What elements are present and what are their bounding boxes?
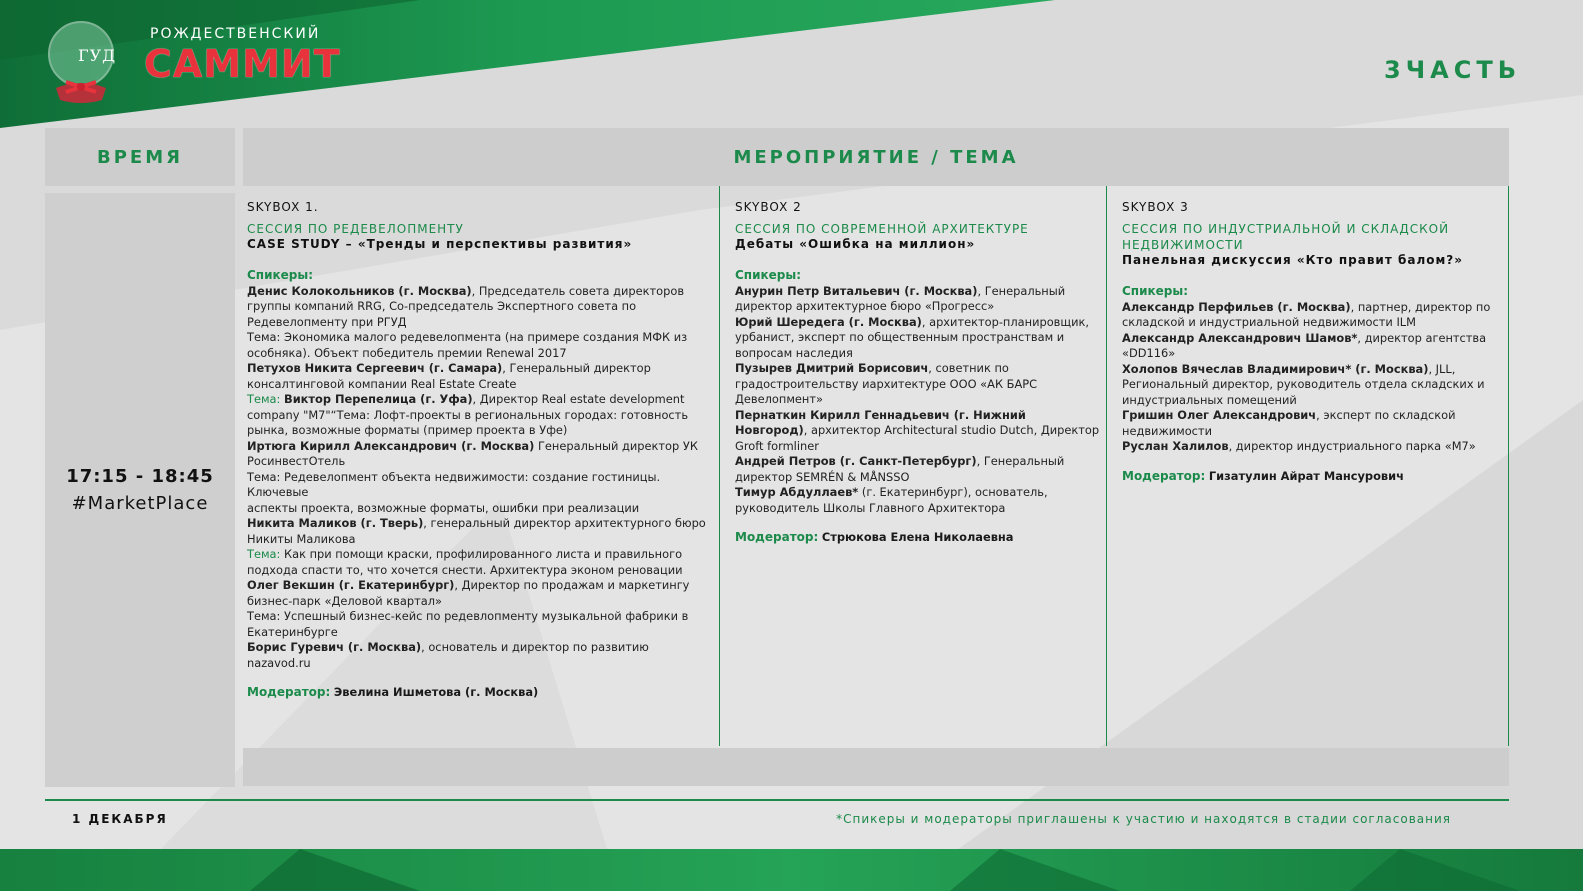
speaker-name: Гришин Олег Александрович [1122,408,1317,422]
speaker-name: Пузырев Дмитрий Борисович [735,361,929,375]
speaker-name: Андрей Петров (г. Санкт-Петербург) [735,454,977,468]
event-date: 1 ДЕКАБРЯ [72,812,168,826]
theme-label: Тема: [247,392,281,406]
footnote: *Спикеры и модераторы приглашены к участию и находятся в стадии согласования [836,812,1451,826]
skybox-title: SKYBOX 1. [247,200,319,214]
speaker-info: , партнер, директор по складской и индустриальной недвижимости ILM [1122,299,1491,329]
moderator-line [1122,469,1504,485]
header-event: МЕРОПРИЯТИЕ / ТЕМА [243,128,1509,186]
speaker-info: , JLL, Региональный директор, руководитель отдела складских и индустриальных помещений [1122,361,1485,407]
speaker-info: , Генеральный директор SEMRÉN & MÅNSSO [735,454,1065,484]
session-topic: Панельная дискуссия «Кто правит балом?» [1122,252,1463,267]
moderator-label: Модератор: [735,530,819,544]
time-tag: #MarketPlace [71,493,209,514]
logo-subtitle: РОЖДЕСТВЕНСКИЙ [150,26,321,42]
skybox-2-column [719,186,1106,746]
session-title: СЕССИЯ ПО ИНДУСТРИАЛЬНОЙ И СКЛАДСКОЙ НЕДВИЖИМОСТИ [1122,221,1450,252]
skybox-title: SKYBOX 3 [1122,200,1189,214]
speakers-label: Спикеры: [247,268,314,282]
speaker-info: , директор агентства «DD116» [1122,330,1487,360]
header-time: ВРЕМЯ [45,128,235,186]
speaker-name: Никита Маликов (г. Тверь) [247,516,424,530]
speaker-info: , архитектор-планировщик, урбанист, эксперт по общественным пространствам и вопросам наследия [735,314,1090,360]
moderator-name: Эвелина Ишметова (г. Москва) [333,685,539,699]
moderator-name: Гизатулин Айрат Мансурович [1208,468,1404,483]
speaker-info: , архитектор Architectural studio Dutch, Директор Groft formliner [735,423,1100,453]
speaker-theme: Тема: Экономика малого редевелопмента (на примере создания МФК из особняка). Объект победитель премии Renewal 2017 [247,330,688,360]
speaker-name: Руслан Халилов [1122,439,1229,453]
moderator-line [735,530,1102,546]
speaker-info: (г. Екатеринбург), основатель, руководитель Школы Главного Архитектора [735,485,1048,515]
speakers-list [1122,300,1504,455]
moderator-label: Модератор: [247,685,331,699]
speakers-list [735,284,1102,517]
speaker-name: Олег Векшин (г. Екатеринбург) [247,578,455,592]
skybox-1-column [243,186,719,746]
logo-title: САММИТ [144,42,341,86]
table-bottom-bar [243,748,1509,786]
speaker-info: , советник по градостроительству иархитектуре ООО «АК БАРС Девелопмент» [735,361,1038,406]
speakers-list [247,284,715,672]
speaker-info: , Генеральный директор архитектурное бюро «Прогресс» [735,283,1066,313]
speaker-theme: Тема: Редевелопмент объекта недвижимости: создание гостиницы. Ключевые [247,469,661,499]
time-range: 17:15 - 18:45 [66,466,214,487]
footer-divider [45,799,1509,801]
sessions-table [243,186,1509,746]
speaker-name: Александр Александрович Шамов* [1122,330,1358,345]
speaker-theme: аспекты проекта, возможные форматы, ошибки при реализации [247,500,640,515]
speaker-name: Анурин Петр Витальевич (г. Москва) [735,283,978,298]
moderator-name: Стрюкова Елена Николаевна [821,530,1014,544]
moderator-label: Модератор: [1122,468,1206,483]
speaker-info: , эксперт по складской недвижимости [1122,408,1456,438]
speaker-name: Борис Гуревич (г. Москва) [247,640,422,654]
speaker-info: , генеральный директор архитектурного бюро Никиты Маликова [247,516,706,546]
session-topic: CASE STUDY – «Тренды и перспективы развития» [247,236,633,251]
skybox-3-column [1106,186,1509,746]
speaker-name: Тимур Абдуллаев* [735,485,859,499]
speaker-theme: Тема: Успешный бизнес-кейс по редевлопменту музыкальной фабрики в Екатеринбурге [247,609,689,639]
speaker-name: Холопов Вячеслав Владимирович* (г. Москва) [1122,361,1429,376]
speaker-name: Денис Колокольников (г. Москва) [247,283,472,298]
speakers-label: Спикеры: [735,268,802,282]
speaker-info: , Председатель совета директоров группы компаний RRG, Со-председатель Экспертного совета по Редевелопменту при РГУД [247,283,685,329]
speaker-info: , Генеральный директор консалтинговой компании Real Estate Create [247,361,651,391]
summit-logo [24,10,354,110]
speaker-theme: Как при помощи краски, профилированного листа и правильного подхода спасти то, что хочется снести. Архитектура эконом реновации [247,547,683,577]
speaker-name: Виктор Перепелица (г. Уфа) [284,392,473,406]
logo-badge-text: ГУД [78,46,117,65]
speaker-info: , директор индустриального парка «М7» [1228,439,1476,453]
speaker-name: Юрий Шередега (г. Москва) [735,314,922,329]
session-title: СЕССИЯ ПО СОВРЕМЕННОЙ АРХИТЕКТУРЕ [735,221,1029,236]
session-topic: Дебаты «Ошибка на миллион» [735,236,976,251]
speaker-info: Генеральный директор УК РосинвестОтель [247,438,698,468]
theme-label: Тема: [247,547,281,561]
speaker-info: , основатель и директор по развитию nazavod.ru [247,640,649,670]
part-label: 3ЧАСТЬ [1384,56,1521,84]
skybox-title: SKYBOX 2 [735,200,802,214]
speaker-name: Петухов Никита Сергеевич (г. Самара) [247,361,503,375]
speaker-name: Иртюга Кирилл Александрович (г. Москва) [247,438,535,453]
moderator-line [247,685,715,701]
session-title: СЕССИЯ ПО РЕДЕВЕЛОПМЕНТУ [247,221,464,236]
speaker-name: Пернаткин Кирилл Геннадьевич (г. Нижний Новгород) [735,407,1026,437]
speaker-info: , Директор по продажам и маркетингу бизнес-парк «Деловой квартал» [247,578,690,608]
speakers-label: Спикеры: [1122,284,1189,298]
speaker-info: , Директор Real estate development company "М7"“Тема: Лофт-проекты в региональных городах: готовность рынка, возможные форматы (пример проекта в Уфе) [247,392,689,437]
time-cell [45,193,235,787]
speaker-name: Александр Перфильев (г. Москва) [1122,299,1351,314]
